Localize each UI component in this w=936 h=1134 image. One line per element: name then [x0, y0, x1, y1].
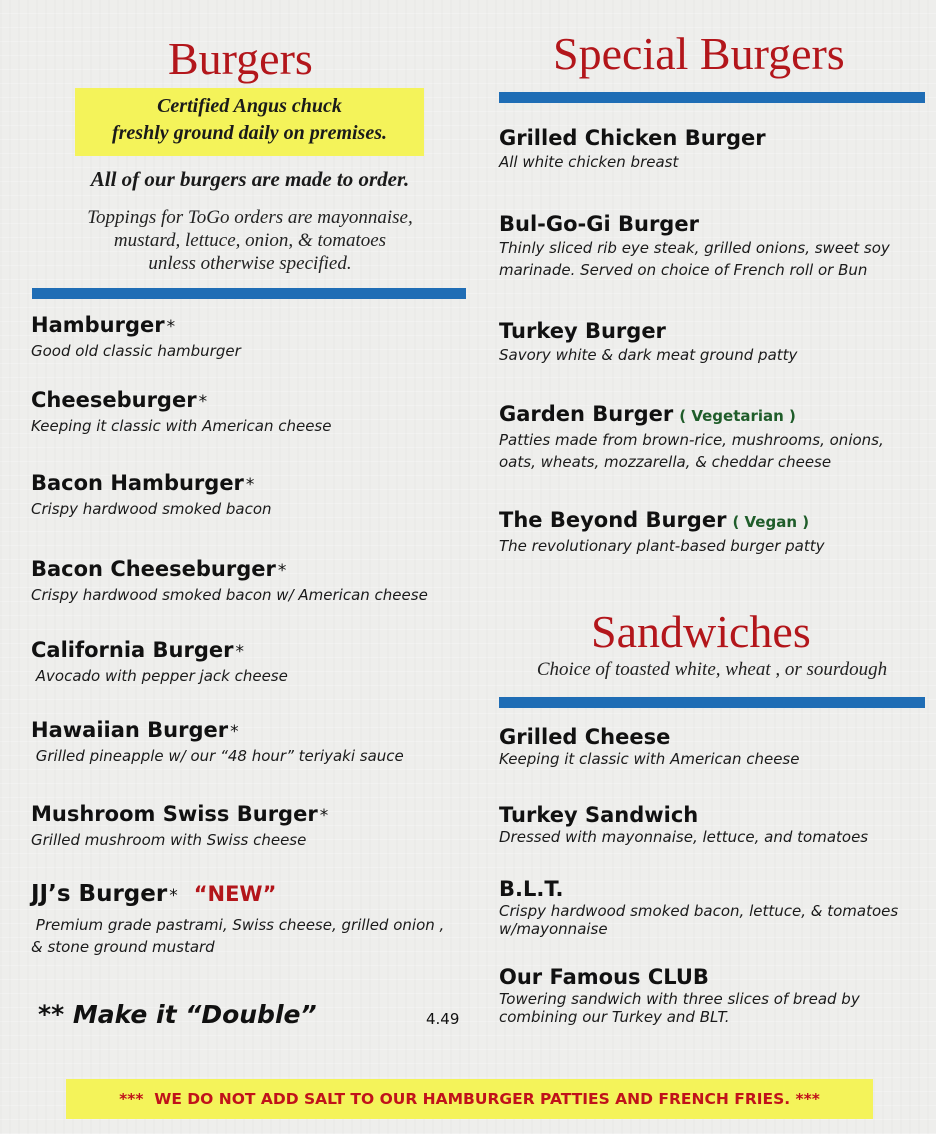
item-name: B.L.T. — [499, 877, 564, 901]
make-it-double: ** Make it “Double” — [38, 1000, 317, 1029]
menu-item — [499, 964, 860, 1026]
item-name: Grilled Cheese — [499, 725, 671, 749]
menu-item — [31, 880, 444, 958]
item-name: Bacon Hamburger — [31, 471, 244, 495]
item-desc: Savory white & dark meat ground patty — [499, 346, 798, 364]
highlight-line-1: Certified Angus chuck — [157, 95, 342, 117]
item-desc: Keeping it classic with American cheese — [499, 750, 800, 768]
special-burgers-title: Special Burgers — [553, 28, 845, 79]
menu-item — [499, 318, 797, 366]
menu-item — [499, 507, 825, 557]
item-name: Bacon Cheeseburger — [31, 557, 276, 581]
star-mark: * — [235, 642, 244, 662]
item-name: Hamburger — [31, 313, 165, 337]
menu-item — [499, 724, 799, 768]
item-desc: Keeping it classic with American cheese — [31, 417, 332, 435]
menu-item — [499, 211, 890, 281]
item-name: Hawaiian Burger — [31, 718, 229, 742]
item-desc: Dressed with mayonnaise, lettuce, and tomatoes — [499, 828, 869, 846]
item-desc-line-1: Towering sandwich with three slices of bread by — [499, 990, 860, 1008]
menu-item — [499, 401, 884, 473]
item-desc-line-2: & stone ground mustard — [31, 938, 215, 956]
menu-item — [499, 125, 766, 173]
item-name: Bul-Go-Gi Burger — [499, 212, 699, 236]
item-desc: All white chicken breast — [499, 153, 679, 171]
sandwiches-title: Sandwiches — [591, 606, 811, 657]
item-desc: Good old classic hamburger — [31, 342, 241, 360]
item-desc: The revolutionary plant-based burger patty — [499, 537, 825, 555]
menu-item — [499, 802, 868, 846]
menu-item — [31, 387, 331, 437]
item-desc-line-1: Patties made from brown-rice, mushrooms, onions, — [499, 431, 884, 449]
item-name: Garden Burger — [499, 402, 674, 426]
item-desc: Crispy hardwood smoked bacon — [31, 500, 272, 518]
menu-item — [31, 312, 241, 362]
item-name: Grilled Chicken Burger — [499, 126, 766, 150]
item-desc: Crispy hardwood smoked bacon w/ American cheese — [31, 586, 428, 604]
item-name: JJ’s Burger — [31, 881, 168, 907]
new-badge: “NEW” — [193, 882, 277, 906]
item-name: Turkey Burger — [499, 319, 666, 343]
toppings-line-3: unless otherwise specified. — [148, 253, 352, 274]
menu-item — [31, 556, 428, 606]
item-name: Our Famous CLUB — [499, 965, 709, 989]
menu-item — [31, 717, 404, 767]
item-desc-line-2: combining our Turkey and BLT. — [499, 1008, 730, 1026]
vegetarian-tag: ( Vegetarian ) — [679, 407, 796, 425]
item-desc-line-1: Premium grade pastrami, Swiss cheese, grilled onion , — [31, 916, 445, 934]
item-desc-line-1: Thinly sliced rib eye steak, grilled onions, sweet soy — [499, 239, 890, 257]
right-divider-top — [499, 92, 925, 103]
item-desc-line-1: Crispy hardwood smoked bacon, lettuce, & tomatoes — [499, 902, 899, 920]
sandwiches-subtitle: Choice of toasted white, wheat , or sourdough — [536, 659, 888, 680]
toppings-line-1: Toppings for ToGo orders are mayonnaise, — [87, 207, 413, 228]
star-mark: * — [277, 561, 287, 581]
item-name: Turkey Sandwich — [499, 803, 699, 827]
salt-notice: *** WE DO NOT ADD SALT TO OUR HAMBURGER PATTIES AND FRENCH FRIES. *** — [119, 1090, 820, 1108]
item-name: The Beyond Burger — [499, 508, 727, 532]
star-mark: * — [319, 806, 329, 826]
star-mark: * — [169, 886, 178, 906]
item-desc-line-2: oats, wheats, mozzarella, & cheddar cheese — [499, 453, 832, 471]
menu-item — [31, 801, 328, 851]
item-desc: Grilled mushroom with Swiss cheese — [31, 831, 307, 849]
left-divider — [32, 288, 466, 299]
item-desc: Avocado with pepper jack cheese — [31, 667, 288, 685]
angus-highlight-box — [75, 88, 424, 156]
made-to-order-note: All of our burgers are made to order. — [90, 167, 410, 191]
menu-item — [499, 876, 898, 938]
item-name: Cheeseburger — [31, 388, 197, 412]
item-name: Mushroom Swiss Burger — [31, 802, 318, 826]
star-mark: * — [245, 475, 255, 495]
star-mark: * — [166, 317, 176, 337]
salt-notice-box — [66, 1079, 873, 1119]
star-mark: * — [230, 722, 239, 742]
right-divider-sandwiches — [499, 697, 925, 708]
double-price: 4.49 — [426, 1010, 460, 1028]
highlight-line-2: freshly ground daily on premises. — [111, 122, 388, 144]
vegan-tag: ( Vegan ) — [732, 513, 810, 531]
item-desc: Grilled pineapple w/ our “48 hour” teriyaki sauce — [31, 747, 404, 765]
item-desc-line-2: marinade. Served on choice of French roll or Bun — [499, 261, 868, 279]
menu-item — [31, 637, 288, 687]
toppings-line-2: mustard, lettuce, onion, & tomatoes — [113, 230, 387, 251]
menu-item — [31, 470, 272, 520]
item-desc-line-2: w/mayonnaise — [499, 920, 608, 938]
toppings-note — [30, 206, 470, 275]
star-mark: * — [198, 392, 208, 412]
item-name: California Burger — [31, 638, 234, 662]
burgers-title: Burgers — [168, 33, 313, 84]
